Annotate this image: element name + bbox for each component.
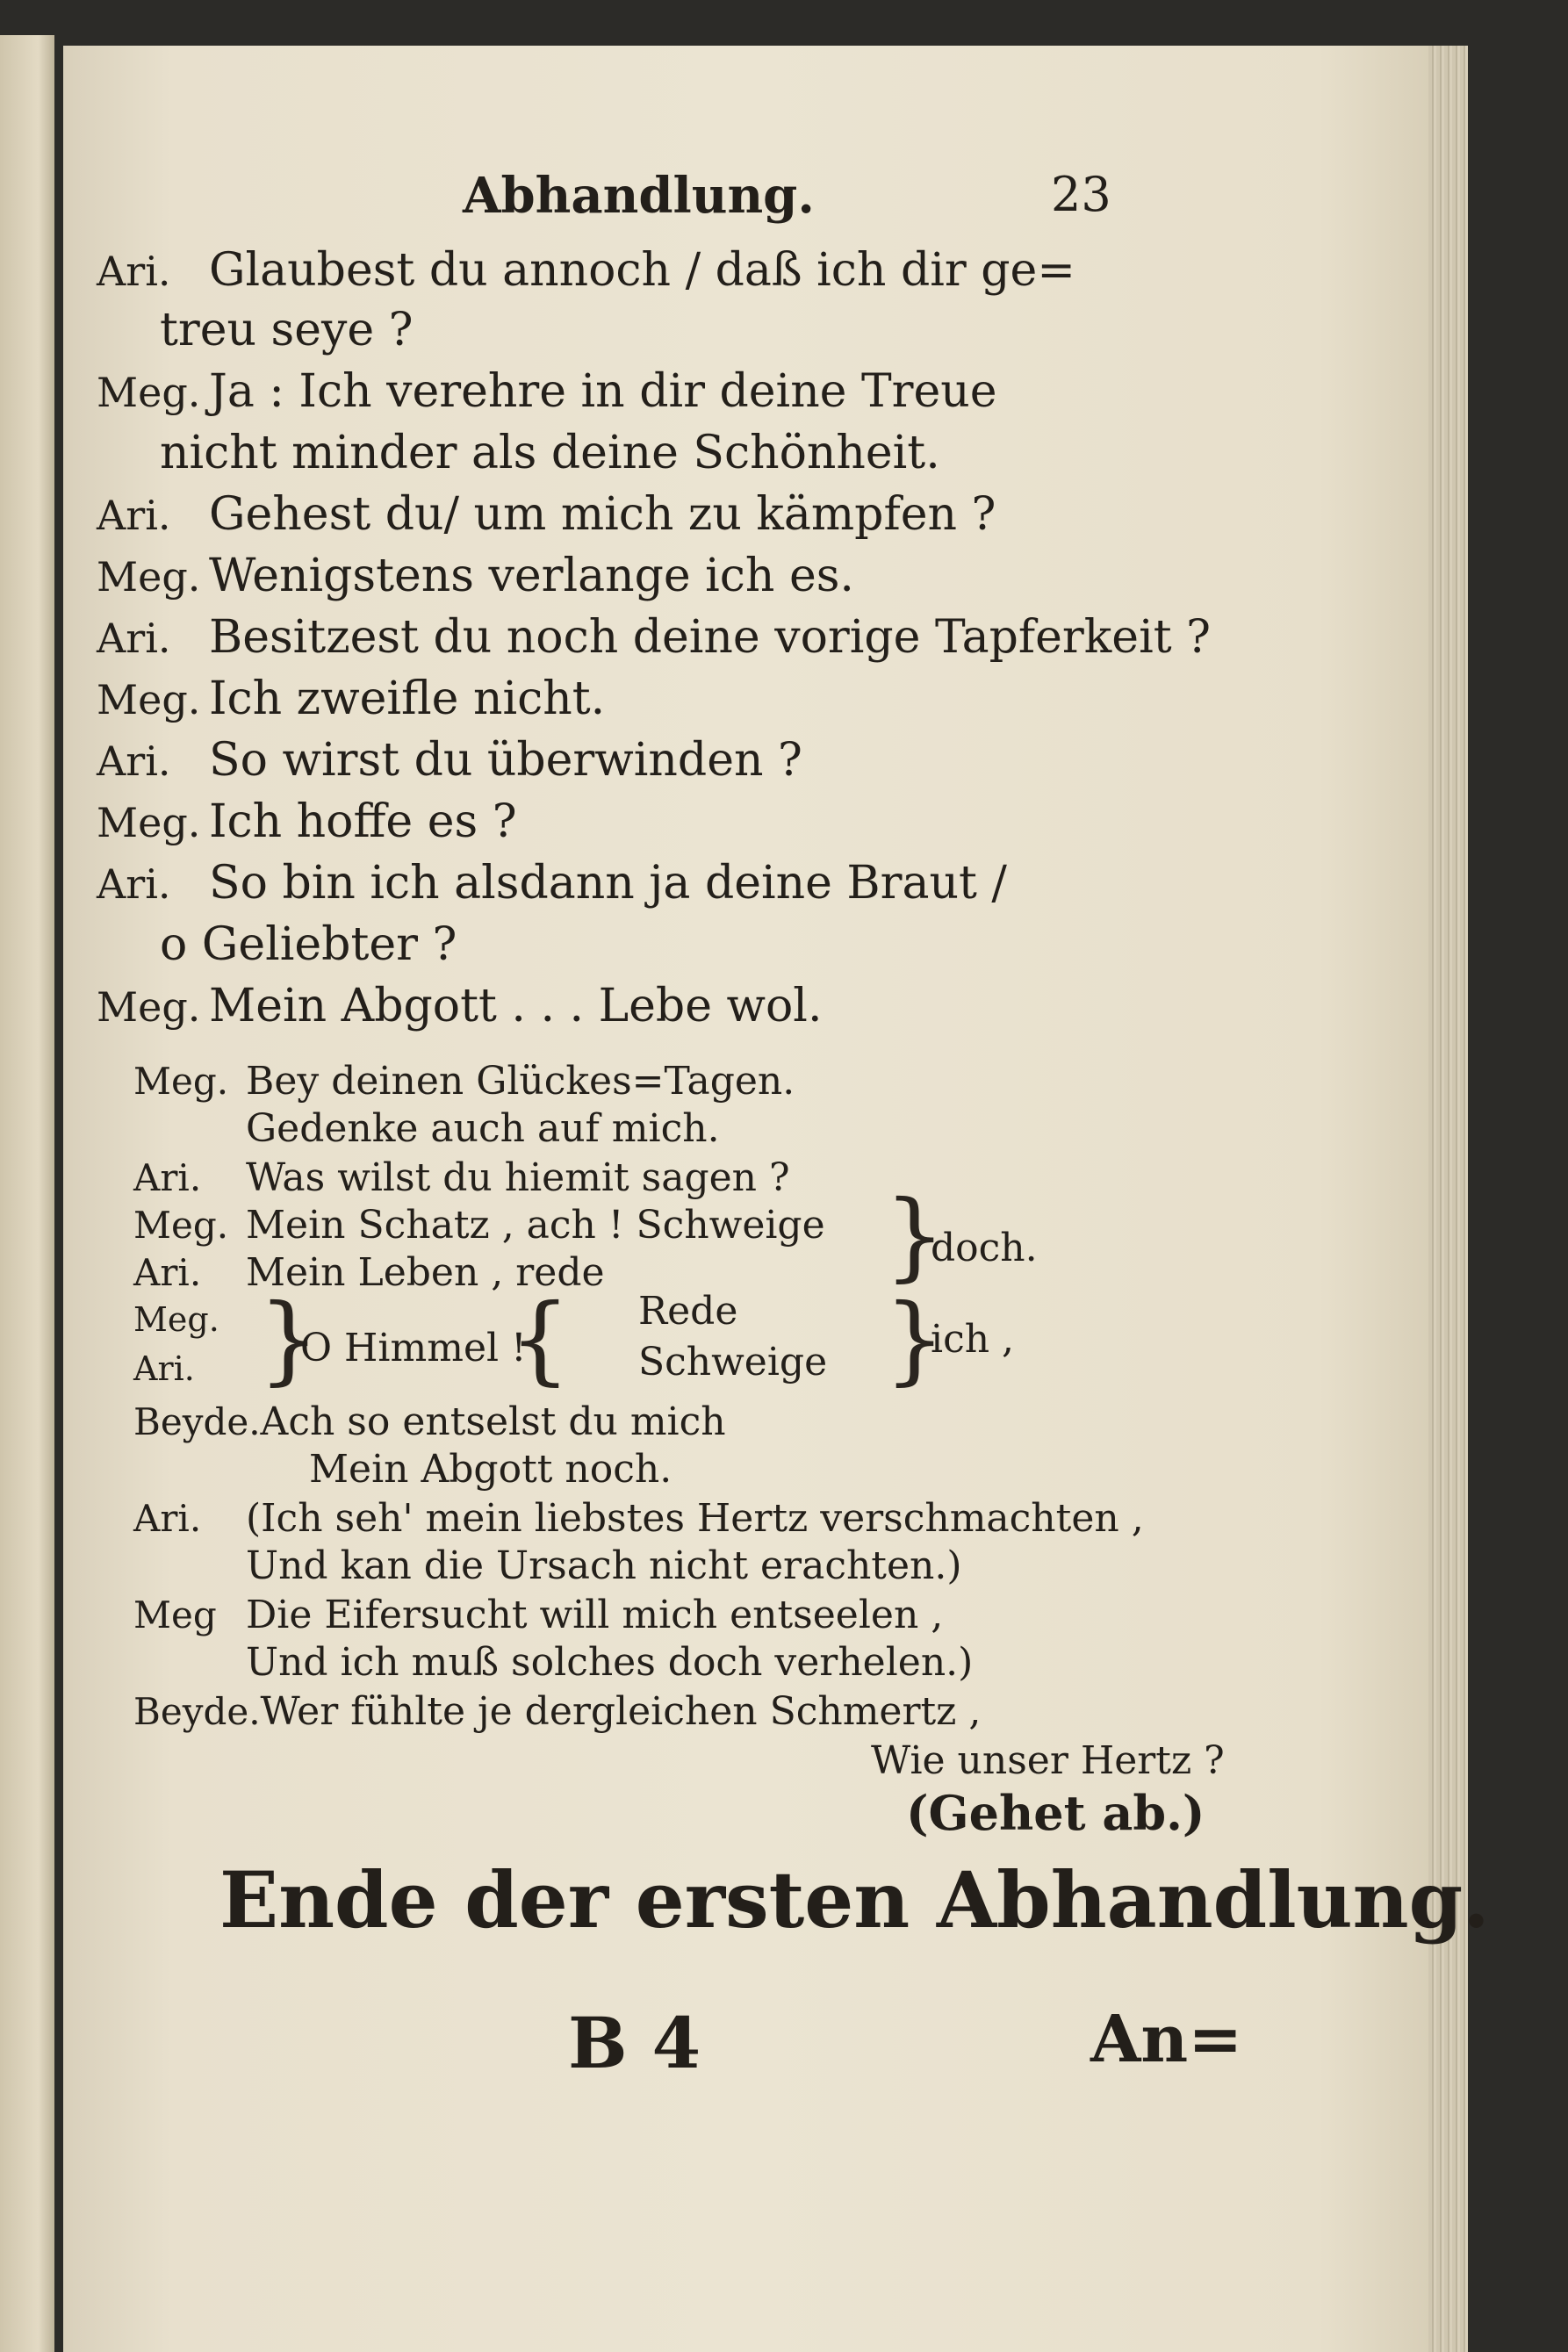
- song-text: Mein Schatz , ach ! Schweige: [246, 1203, 825, 1248]
- right-brace: }: [884, 1283, 946, 1395]
- speaker: Ari.: [133, 1497, 202, 1540]
- speaker: Ari.: [133, 1349, 195, 1388]
- right-brace: }: [884, 1179, 946, 1291]
- song-line: [246, 1106, 720, 1151]
- page-content: [63, 46, 1490, 2352]
- song-text: Schweige: [638, 1340, 828, 1385]
- dialogue-text: nicht minder als deine Schönheit.: [160, 427, 940, 479]
- speaker: Ari.: [97, 737, 171, 785]
- song-line: [309, 1447, 673, 1492]
- dialogue-line: [97, 550, 854, 602]
- song-text: Wer fühlte je dergleichen Schmertz ,: [260, 1689, 982, 1734]
- song-text: Ach so entselst du mich: [260, 1399, 726, 1444]
- dialogue-line: [97, 980, 823, 1032]
- dialogue-text: treu seye ?: [160, 304, 414, 356]
- dialogue-line: [97, 795, 517, 848]
- section-end-title: Ende der ersten Abhandlung.: [219, 1854, 1490, 1946]
- dialogue-line: [97, 734, 802, 787]
- speaker: Meg.: [97, 799, 201, 846]
- page-header: [63, 167, 1428, 228]
- dialogue-text: So bin ich alsdann ja deine Braut /: [209, 857, 1007, 910]
- speaker: Meg: [133, 1593, 217, 1636]
- dialogue-text: Gehest du/ um mich zu kämpfen ?: [209, 488, 996, 541]
- signature-mark: B 4: [568, 2002, 701, 2084]
- speaker: Meg.: [97, 983, 201, 1031]
- song-text: Mein Abgott noch.: [309, 1447, 673, 1492]
- speaker: Beyde.: [133, 1400, 261, 1443]
- song-line: [133, 1203, 825, 1248]
- song-line: [133, 1399, 726, 1444]
- dialogue-text: Ich zweifle nicht.: [209, 673, 606, 725]
- song-line: [133, 1155, 790, 1200]
- dialogue-line: [160, 427, 940, 479]
- speaker: Ari.: [97, 860, 171, 908]
- dialogue-text: Ich hoffe es ?: [209, 795, 517, 848]
- song-text: Und ich muß solches doch verhelen.): [246, 1640, 974, 1685]
- song-line: [133, 1496, 1144, 1541]
- page-number: 23: [1051, 167, 1111, 222]
- right-brace: }: [258, 1283, 320, 1395]
- left-brace: {: [509, 1283, 571, 1395]
- catchword: An=: [1090, 2002, 1243, 2077]
- song-line: [246, 1543, 962, 1588]
- song-line: [133, 1593, 944, 1637]
- dialogue-text: Mein Abgott . . . Lebe wol.: [209, 980, 823, 1032]
- song-right-word: doch.: [931, 1226, 1038, 1270]
- song-text: Mein Leben , rede: [246, 1250, 605, 1295]
- speaker: Ari.: [133, 1156, 202, 1199]
- dialogue-text: Ja : Ich verehre in dir deine Treue: [209, 365, 997, 418]
- book-page: [63, 46, 1490, 2352]
- speaker: Ari.: [97, 492, 171, 539]
- song-line: [133, 1689, 982, 1734]
- song-text: Und kan die Ursach nicht erachten.): [246, 1543, 962, 1588]
- song-text: O Himmel !: [300, 1326, 527, 1370]
- speaker: Ari.: [97, 248, 171, 295]
- dialogue-line: [160, 918, 457, 971]
- dialogue-text: Glaubest du annoch / daß ich dir ge=: [209, 244, 1075, 297]
- speaker: Ari.: [97, 615, 171, 662]
- song-text: Die Eifersucht will mich entseelen ,: [246, 1593, 944, 1637]
- facing-page-edge: [0, 35, 54, 2352]
- song-line: [246, 1640, 974, 1685]
- stage-direction: (Gehet ab.): [906, 1785, 1205, 1841]
- speaker: Ari.: [133, 1251, 202, 1294]
- song-right-word: ich ,: [931, 1317, 1015, 1362]
- speaker: Meg.: [133, 1300, 219, 1339]
- page-stack-edge: [1428, 46, 1468, 2352]
- song-text: Wie unser Hertz ?: [871, 1738, 1225, 1783]
- song-text: Rede: [638, 1289, 738, 1334]
- dialogue-text: So wirst du überwinden ?: [209, 734, 802, 787]
- dialogue-line: [97, 673, 606, 725]
- song-text: (Ich seh' mein liebstes Hertz verschmachten ,: [246, 1496, 1144, 1541]
- speaker: Beyde.: [133, 1690, 261, 1733]
- song-text: Bey deinen Glückes=Tagen.: [246, 1059, 795, 1104]
- dialogue-line: [97, 488, 996, 541]
- speaker: Meg.: [133, 1060, 229, 1103]
- speaker: Meg.: [97, 553, 201, 601]
- speaker: Meg.: [97, 676, 201, 723]
- dialogue-text: o Geliebter ?: [160, 918, 457, 971]
- dialogue-line: [97, 857, 1007, 910]
- song-line: [133, 1059, 795, 1104]
- dialogue-line: [97, 244, 1075, 297]
- dialogue-text: Wenigstens verlange ich es.: [209, 550, 854, 602]
- song-line: [871, 1738, 1225, 1783]
- dialogue-line: [97, 611, 1212, 664]
- speaker: Meg.: [133, 1204, 229, 1247]
- dialogue-line: [160, 304, 414, 356]
- song-text: Gedenke auch auf mich.: [246, 1106, 720, 1151]
- dialogue-text: Besitzest du noch deine vorige Tapferkeit ?: [209, 611, 1212, 664]
- dialogue-line: [97, 365, 997, 418]
- song-text: Was wilst du hiemit sagen ?: [246, 1155, 790, 1200]
- speaker: Meg.: [97, 369, 201, 416]
- running-title: Abhandlung.: [463, 167, 815, 225]
